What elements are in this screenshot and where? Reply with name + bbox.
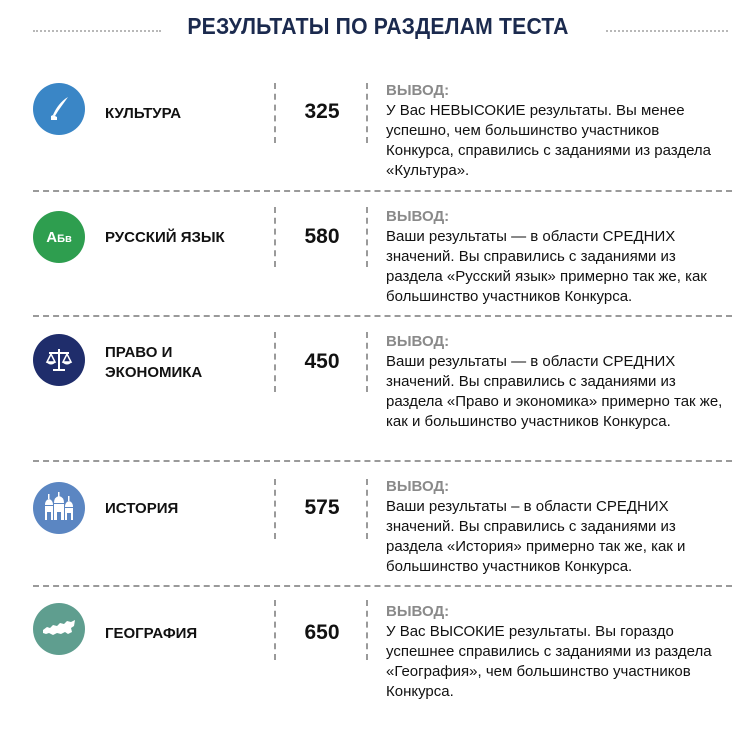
section-name: ИСТОРИЯ bbox=[105, 500, 179, 517]
section-score: 325 bbox=[304, 100, 340, 123]
conclusion-text: У Вас НЕВЫСОКИЕ результаты. Вы менее успешно, чем большинство участников Конкурса, справились с заданиями из раздела «Культура». bbox=[386, 102, 712, 179]
page-header bbox=[0, 0, 756, 62]
scales-icon bbox=[33, 334, 85, 386]
quill-icon bbox=[33, 83, 85, 135]
abv-letters-icon: АБв bbox=[33, 211, 85, 263]
conclusion-text: Ваши результаты — в области СРЕДНИХ значений. Вы справились с заданиями из раздела «Русский язык» примерно так же, как большинство участников Конкурса. bbox=[386, 228, 707, 305]
conclusion-text: У Вас ВЫСОКИЕ результаты. Вы гораздо успешнее справились с заданиями из раздела «География», чем большинство участников Конкурса. bbox=[386, 623, 712, 700]
section-name: КУЛЬТУРА bbox=[105, 105, 182, 122]
column-separator bbox=[274, 600, 276, 660]
column-separator bbox=[274, 207, 276, 267]
conclusion-block bbox=[386, 207, 731, 307]
conclusion-text: Ваши результаты — в области СРЕДНИХ значений. Вы справились с заданиями из раздела «Право и экономика» примерно так же, как и большинство участников Конкурса. bbox=[386, 353, 723, 430]
section-row-geography bbox=[33, 587, 732, 707]
conclusion-label: ВЫВОД: bbox=[386, 603, 450, 620]
conclusion-block bbox=[386, 332, 731, 432]
column-separator bbox=[274, 479, 276, 539]
column-separator bbox=[366, 83, 368, 143]
conclusion-label: ВЫВОД: bbox=[386, 208, 450, 225]
section-row-law-economics bbox=[33, 317, 732, 462]
section-name: ПРАВО И ЭКОНОМИКА bbox=[105, 344, 203, 381]
section-name: РУССКИЙ ЯЗЫК bbox=[105, 229, 225, 246]
column-separator bbox=[274, 332, 276, 392]
section-score: 650 bbox=[304, 621, 340, 644]
header-dots-right bbox=[606, 30, 728, 32]
russia-map-icon bbox=[33, 603, 85, 655]
page-title: РЕЗУЛЬТАТЫ ПО РАЗДЕЛАМ ТЕСТА bbox=[187, 13, 569, 39]
conclusion-block bbox=[386, 477, 731, 577]
conclusion-block bbox=[386, 81, 731, 181]
section-row-history bbox=[33, 462, 732, 587]
column-separator bbox=[274, 83, 276, 143]
conclusion-label: ВЫВОД: bbox=[386, 333, 450, 350]
section-score: 450 bbox=[304, 350, 340, 373]
column-separator bbox=[366, 600, 368, 660]
conclusion-text: Ваши результаты – в области СРЕДНИХ значений. Вы справились с заданиями из раздела «История» примерно так же, как и большинство участников Конкурса. bbox=[386, 498, 686, 575]
section-score: 580 bbox=[304, 225, 340, 248]
conclusion-label: ВЫВОД: bbox=[386, 82, 450, 99]
kremlin-domes-icon bbox=[33, 482, 85, 534]
column-separator bbox=[366, 332, 368, 392]
column-separator bbox=[366, 479, 368, 539]
conclusion-label: ВЫВОД: bbox=[386, 478, 450, 495]
section-name: ГЕОГРАФИЯ bbox=[105, 625, 198, 642]
section-row-culture bbox=[33, 72, 732, 192]
conclusion-block bbox=[386, 602, 731, 702]
section-row-russian bbox=[33, 192, 732, 317]
column-separator bbox=[366, 207, 368, 267]
section-score: 575 bbox=[304, 496, 340, 519]
